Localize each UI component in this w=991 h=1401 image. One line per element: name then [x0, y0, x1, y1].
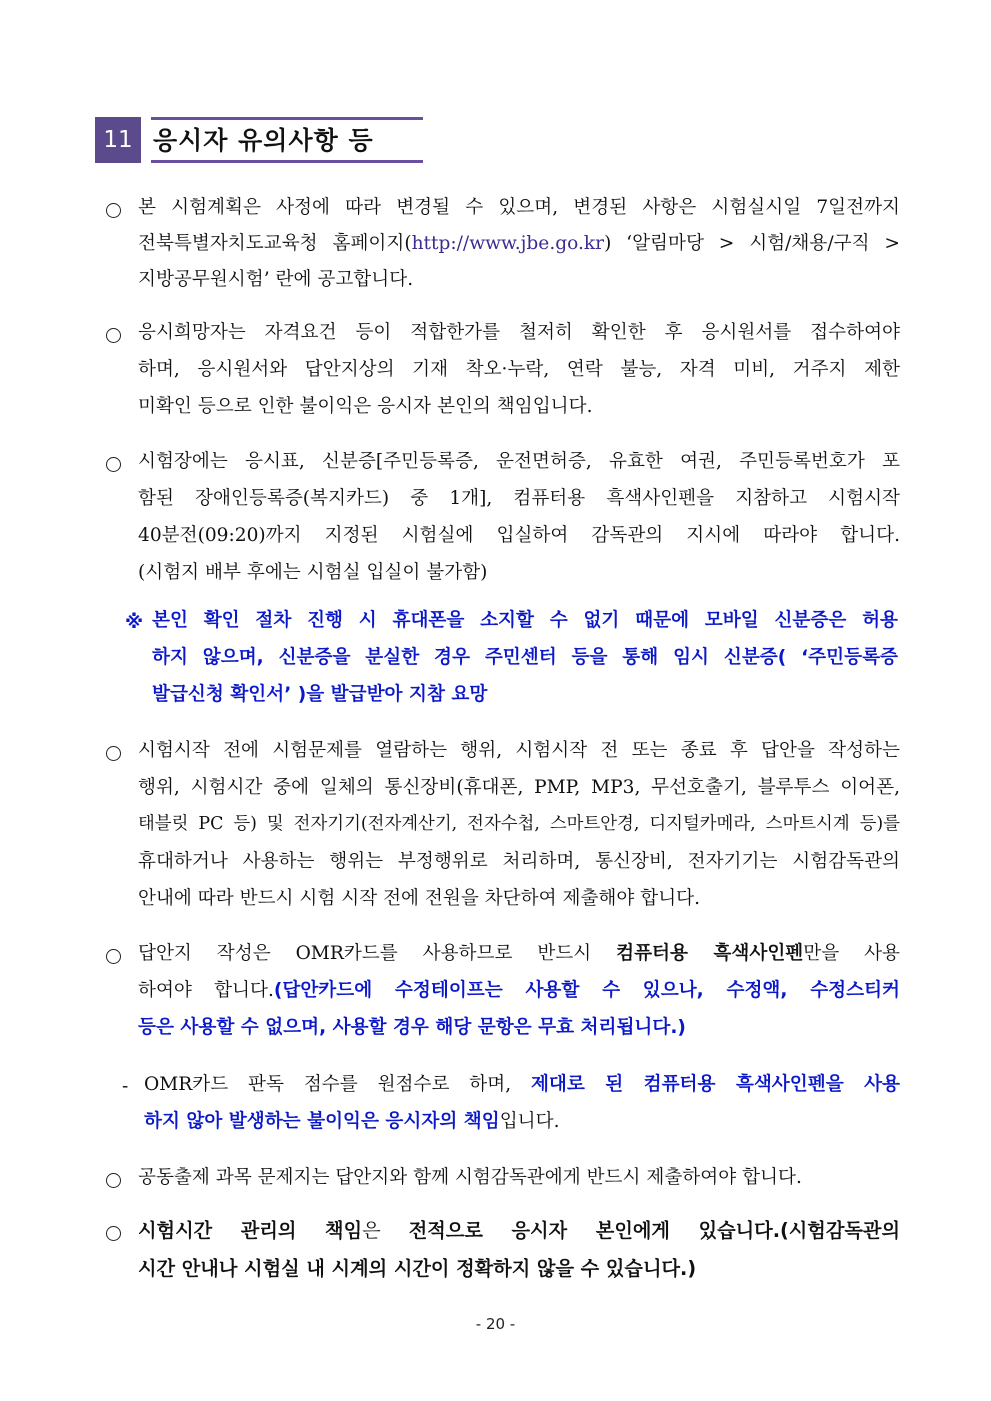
p4-line-3: 태블릿 PC 등) 및 전자기기(전자계산기, 전자수첩, 스마트안경, 디지털카메라, 스마트시계 등)를: [138, 814, 900, 834]
p4-line-2: 행위, 시험시간 중에 일체의 통신장비(휴대폰, PMP, MP3, 무선호출기, 블루투스 이어폰,: [138, 777, 900, 798]
bullet-circle-icon: [104, 743, 126, 765]
note-line-3: 발급신청 확인서’ )을 발급받아 지참 요망: [152, 684, 488, 705]
p3-line-2: 함된 장애인등록증(복지카드) 중 1개], 컴퓨터용 흑색사인펜을 지참하고 시험시작: [138, 488, 900, 509]
p1-line-3: 지방공무원시험’ 란에 공고합니다.: [138, 269, 414, 290]
bullet-circle-icon: [104, 1170, 126, 1192]
note-line-1: 본인 확인 절차 진행 시 휴대폰을 소지할 수 없기 때문에 모바일 신분증은 허용: [152, 610, 898, 631]
p6-line-2-text: 입니다.: [499, 1111, 560, 1132]
p1-line-2: [138, 235, 900, 254]
p5-line-1-text-c: 만을 사용: [803, 943, 900, 964]
bullet-circle-icon: [104, 325, 126, 347]
p5-line-3: 등은 사용할 수 없으며, 사용할 경우 해당 문항은 무효 처리됩니다.): [138, 1017, 686, 1038]
p2-line-1: 응시희망자는 자격요건 등이 적합한가를 철저히 확인한 후 응시원서를 접수하여야: [138, 322, 900, 343]
p4-line-1: 시험시작 전에 시험문제를 열람하는 행위, 시험시작 전 또는 종료 후 답안을 작성하는: [138, 740, 900, 761]
p1-line-2-text: 전북특별자치도교육청 홈페이지(: [138, 233, 412, 254]
section-rule-top: [151, 117, 423, 120]
p2-line-2: 하며, 응시원서와 답안지상의 기재 착오·누락, 연락 불능, 자격 미비, 거주지 제한: [138, 359, 900, 380]
p6-line-1-emphasis: 제대로 된 컴퓨터용 흑색사인펜을 사용: [530, 1074, 900, 1095]
section-number-badge: 11: [95, 117, 141, 163]
note-reference-mark: ※: [125, 612, 144, 633]
p8-line-1-bold-c: 전적으로 응시자 본인에게 있습니다.(시험감독관의: [408, 1219, 900, 1242]
sign-pen-emphasis: 컴퓨터용 흑색사인펜: [616, 943, 804, 964]
section-header: [95, 117, 425, 163]
p1-line-1: 본 시험계획은 사정에 따라 변경될 수 있으며, 변경된 사항은 시험실시일 7일전까지: [138, 197, 900, 218]
p8-line-1: [138, 1221, 900, 1240]
correction-tape-note: (답안카드에 수정테이프는 사용할 수 있으나, 수정액, 수정스티커: [273, 980, 901, 1001]
p4-line-5: 안내에 따라 반드시 시험 시작 전에 전원을 차단하여 제출해야 합니다.: [138, 888, 701, 909]
p8-line-1-particle: 은: [362, 1219, 409, 1242]
bullet-circle-icon: [104, 454, 126, 476]
p6-line-2: [144, 1113, 900, 1132]
p5-line-1-text: 답안지 작성은 OMR카드를 사용하므로 반드시: [138, 943, 617, 964]
p8-line-2: 시간 안내나 시험실 내 시계의 시간이 정확하지 않을 수 있습니다.): [138, 1257, 697, 1280]
p6-line-1-text: OMR카드 판독 점수를 원점수로 하며,: [144, 1074, 531, 1095]
section-rule-bottom: [151, 160, 423, 163]
homepage-link[interactable]: http://www.jbe.go.kr: [411, 233, 605, 254]
p3-line-4: (시험지 배부 후에는 시험실 입실이 불가함): [138, 562, 488, 583]
bullet-circle-icon: [104, 946, 126, 968]
p8-line-1-bold: 시험시간 관리의 책임: [138, 1219, 363, 1242]
bullet-circle-icon: [104, 200, 126, 222]
p5-line-2-text: 하여야 합니다.: [138, 980, 274, 1001]
p3-line-3: 40분전(09:20)까지 지정된 시험실에 입실하여 감독관의 지시에 따라야 합니다.: [138, 525, 900, 546]
p4-line-4: 휴대하거나 사용하는 행위는 부정행위로 처리하며, 통신장비, 전자기기는 시험감독관의: [138, 851, 900, 872]
note-line-2: 하지 않으며, 신분증을 분실한 경우 주민센터 등을 통해 임시 신분증( ‘주민등록증: [152, 647, 898, 668]
bullet-circle-icon: [104, 1223, 126, 1245]
page-number: - 20 -: [475, 1315, 516, 1333]
p5-line-2: [138, 982, 900, 1001]
p1-line-2-text-b: ) ‘알림마당 > 시험/채용/구직 >: [604, 233, 900, 254]
p6-line-2-emphasis: 하지 않아 발생하는 불이익은 응시자의 책임: [144, 1111, 500, 1132]
p5-line-1: [138, 945, 900, 964]
dash-mark: -: [122, 1076, 129, 1097]
section-title: 응시자 유의사항 등: [153, 126, 374, 155]
p7-line-1: 공동출제 과목 문제지는 답안지와 함께 시험감독관에게 반드시 제출하여야 합니다.: [138, 1167, 802, 1188]
p3-line-1: 시험장에는 응시표, 신분증[주민등록증, 운전면허증, 유효한 여권, 주민등록번호가 포: [138, 451, 900, 472]
p6-line-1: [144, 1076, 900, 1095]
p2-line-3: 미확인 등으로 인한 불이익은 응시자 본인의 책임입니다.: [138, 396, 593, 417]
